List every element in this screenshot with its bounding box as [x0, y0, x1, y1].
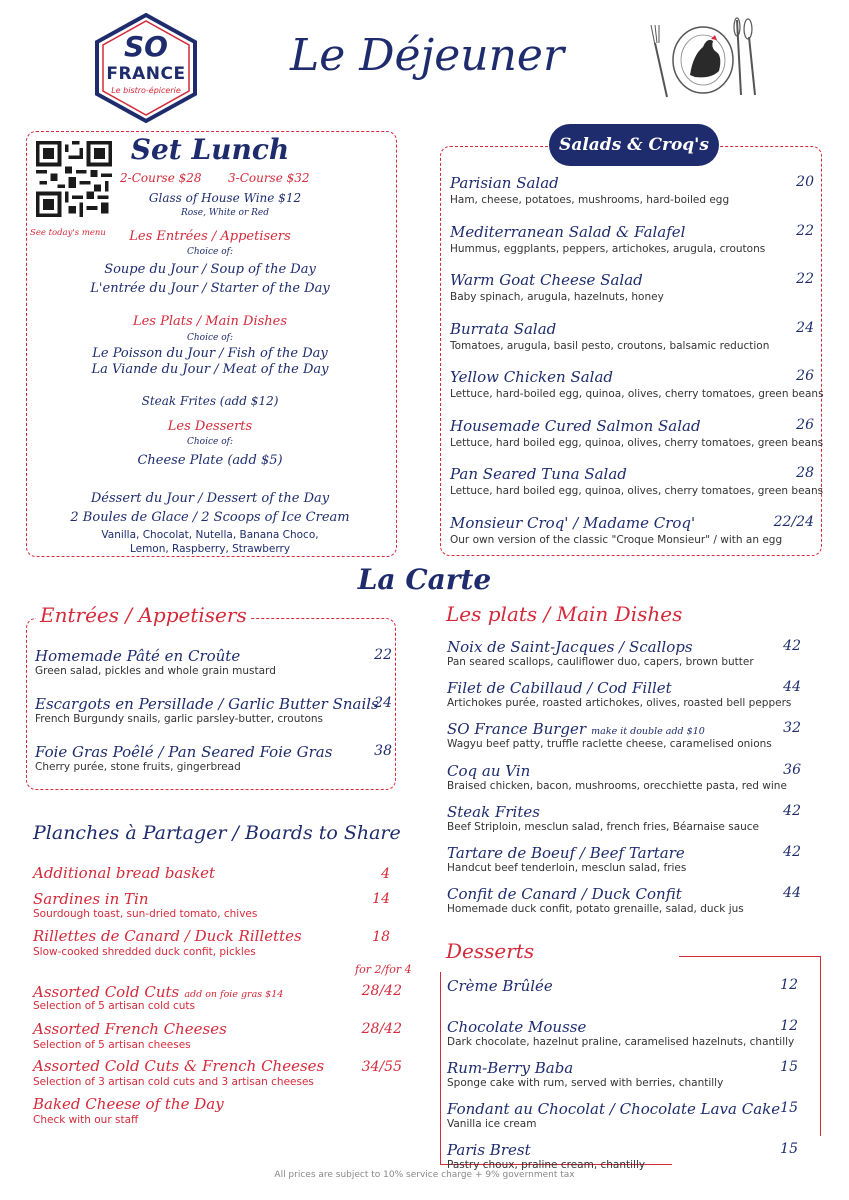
board-item-name: Additional bread basket — [33, 864, 216, 882]
menu-item-name-row — [450, 416, 701, 435]
menu-item-price: 28 — [796, 465, 814, 481]
menu-item-desc: Lettuce, hard boiled egg, quinoa, olives, cherry tomatoes, green beans — [450, 436, 824, 449]
board-item-desc: Check with our staff — [33, 1114, 139, 1126]
la-carte-title: La Carte — [357, 563, 492, 596]
menu-item-price: 26 — [796, 416, 814, 433]
menu-item-desc: Homemade duck confit, potato grenaille, salad, duck jus — [447, 903, 744, 916]
set-plat-3: Steak Frites (add $12) — [141, 394, 279, 408]
board-item-name: Assorted Cold Cuts — [33, 983, 180, 1001]
choice-of-label: Choice of: — [187, 333, 233, 343]
menu-item-price: 22 — [796, 271, 814, 287]
menu-item-price: 42 — [783, 638, 801, 654]
set-dessert-3: 2 Boules de Glace / 2 Scoops of Ice Cream — [70, 510, 350, 525]
menu-item-name: Rum-Berry Baba — [447, 1059, 574, 1077]
menu-item-name: Housemade Cured Salmon Salad — [450, 416, 701, 435]
menu-item-name-row — [35, 694, 379, 713]
menu-item-name-row — [450, 319, 556, 338]
menu-item-price: 15 — [780, 1100, 798, 1116]
menu-item-price: 38 — [374, 743, 392, 759]
menu-item-price: 20 — [796, 174, 814, 190]
menu-item-name: Filet de Cabillaud / Cod Fillet — [447, 679, 672, 698]
menu-item-desc: Baby spinach, arugula, hazelnuts, honey — [450, 291, 664, 303]
ice-cream-flavours-2: Lemon, Raspberry, Strawberry — [129, 543, 291, 555]
menu-item-price: 42 — [783, 844, 801, 860]
menu-item-price: 22 — [796, 222, 814, 239]
choice-of-label: Choice of: — [187, 247, 233, 257]
menu-item-desc: Pan seared scallops, cauliflower duo, capers, brown butter — [447, 656, 754, 668]
menu-item-name: SO France Burger — [447, 720, 587, 739]
menu-item-desc: Lettuce, hard boiled egg, quinoa, olives, cherry tomatoes, green beans — [450, 485, 824, 497]
board-item-name: Assorted French Cheeses — [33, 1020, 227, 1038]
menu-item-name-row — [447, 1017, 586, 1036]
plats-title: Les plats / Main Dishes — [446, 602, 683, 626]
set-dessert-2: Déssert du Jour / Dessert of the Day — [90, 491, 330, 506]
menu-item-name: Pan Seared Tuna Salad — [450, 465, 627, 483]
menu-item-desc: Pastry choux, praline cream, chantilly — [447, 1159, 646, 1171]
menu-item-desc: Braised chicken, bacon, mushrooms, orecchiette pasta, red wine — [447, 779, 787, 792]
menu-item-name: Tartare de Boeuf / Beef Tartare — [447, 844, 685, 862]
portion-size-label: for 2/for 4 — [355, 963, 412, 976]
board-item-price: 28/42 — [361, 1021, 402, 1037]
menu-item-desc: Cherry purée, stone fruits, gingerbread — [35, 761, 241, 773]
menu-item-name-row — [450, 173, 559, 192]
menu-item-name-row — [447, 678, 672, 697]
menu-item-name: Noix de Saint-Jacques / Scallops — [447, 638, 693, 656]
menu-item-name-row — [447, 1140, 531, 1159]
menu-item-name: Foie Gras Poêlé / Pan Seared Foie Gras — [35, 743, 333, 761]
menu-item-name: Escargots en Persillade / Garlic Butter Snails — [35, 695, 379, 713]
menu-item-name: Warm Goat Cheese Salad — [450, 271, 643, 289]
menu-item-price: 44 — [783, 885, 801, 902]
see-today-menu: See today's menu — [30, 228, 106, 238]
board-item-price: 18 — [372, 929, 390, 945]
menu-item-name-row — [447, 1058, 573, 1077]
menu-item-name: Paris Brest — [447, 1141, 531, 1159]
menu-item-price: 42 — [783, 802, 801, 819]
menu-item-name: Chocolate Mousse — [447, 1018, 587, 1036]
set-plats-heading: Les Plats / Main Dishes — [132, 314, 288, 329]
board-item-desc: Selection of 5 artisan cold cuts — [33, 1000, 196, 1012]
menu-item-name-row — [447, 843, 685, 862]
menu-item-name-row — [450, 513, 695, 532]
set-entrees-heading: Les Entrées / Appetisers — [129, 229, 291, 244]
menu-item-name-row — [447, 761, 530, 780]
house-wine: Glass of House Wine $12 — [148, 191, 302, 205]
menu-item-desc: Ham, cheese, potatoes, mushrooms, hard-boiled egg — [450, 194, 730, 206]
menu-item-desc: Wagyu beef patty, truffle raclette cheese, caramelised onions — [447, 738, 772, 751]
board-item-desc: Slow-cooked shredded duck confit, pickles — [33, 946, 256, 958]
board-item-price: 4 — [381, 866, 390, 882]
footer-note: All prices are subject to 10% service charge + 9% government tax — [274, 1170, 575, 1180]
menu-item-name-row — [447, 802, 540, 821]
menu-item-name: Monsieur Croq' / Madame Croq' — [450, 513, 696, 532]
menu-item-name-row — [450, 464, 627, 483]
set-lunch-title: Set Lunch — [130, 133, 290, 166]
menu-item-desc: Vanilla ice cream — [447, 1118, 537, 1130]
menu-item-desc: French Burgundy snails, garlic parsley-butter, croutons — [35, 713, 324, 725]
menu-item-name: Steak Frites — [447, 802, 540, 821]
menu-item-name-row — [447, 719, 705, 738]
menu-item-price: 32 — [783, 720, 801, 737]
set-dessert-1: Cheese Plate (add $5) — [137, 453, 283, 468]
menu-item-price: 24 — [374, 695, 392, 711]
menu-item-price: 12 — [780, 977, 798, 993]
menu-item-price: 22 — [374, 647, 392, 663]
menu-item-name-row — [450, 367, 613, 386]
menu-item-name-row — [35, 742, 332, 761]
page-title: Le Déjeuner — [290, 30, 564, 81]
boards-title: Planches à Partager / Boards to Share — [33, 822, 401, 844]
menu-item-name: Coq au Vin — [447, 761, 531, 780]
board-item-extra: add on foie gras $14 — [184, 989, 284, 1000]
board-item-desc: Sourdough toast, sun-dried tomato, chives — [33, 908, 258, 920]
board-item-price: 34/55 — [361, 1059, 402, 1075]
menu-item-desc: Lettuce, hard-boiled egg, quinoa, olives, cherry tomatoes, green beans — [450, 388, 824, 400]
logo-so: SO — [124, 30, 168, 63]
desserts-border-right — [820, 956, 821, 1136]
board-item-name: Sardines in Tin — [33, 890, 149, 908]
menu-item-name: Mediterranean Salad & Falafel — [450, 222, 686, 241]
menu-item-price: 22/24 — [773, 513, 814, 530]
menu-item-price: 12 — [780, 1018, 798, 1034]
menu-item-desc: Hummus, eggplants, peppers, artichokes, arugula, croutons — [450, 242, 766, 255]
board-item-name-row — [33, 982, 283, 1001]
board-item-name: Baked Cheese of the Day — [33, 1095, 224, 1113]
logo-france: FRANCE — [106, 64, 186, 84]
desserts-border-top — [679, 956, 821, 957]
menu-item-name: Yellow Chicken Salad — [450, 368, 614, 386]
menu-item-name-row — [35, 646, 240, 665]
menu-item-name-row — [450, 270, 643, 289]
menu-item-price: 36 — [783, 761, 801, 778]
house-wine-options: Rose, White or Red — [180, 208, 270, 218]
menu-item-price: 44 — [783, 679, 801, 696]
board-item-name: Rillettes de Canard / Duck Rillettes — [33, 927, 302, 945]
set-entree-1: Soupe du Jour / Soup of the Day — [104, 262, 316, 277]
menu-item-desc: Dark chocolate, hazelnut praline, caramelised hazelnuts, chantilly — [447, 1036, 795, 1048]
board-item-desc: Selection of 3 artisan cold cuts and 3 artisan cheeses — [33, 1076, 314, 1088]
menu-item-extra: make it double add $10 — [591, 726, 705, 738]
menu-item-price: 15 — [780, 1059, 798, 1075]
menu-item-name-row — [450, 222, 685, 241]
menu-item-name: Confit de Canard / Duck Confit — [447, 885, 682, 904]
menu-item-desc: Our own version of the classic "Croque Monsieur" / with an egg — [450, 533, 783, 546]
menu-item-name: Burrata Salad — [450, 319, 557, 338]
menu-item-desc: Tomatoes, arugula, basil pesto, croutons, balsamic reduction — [450, 339, 770, 352]
menu-item-name-row — [447, 884, 682, 903]
menu-item-price: 24 — [796, 319, 814, 336]
salads-croqs-title: Salads & Croq's — [549, 124, 719, 166]
rooster-plate-illustration — [645, 15, 760, 100]
two-course-price: 2-Course $28 — [120, 171, 202, 185]
menu-item-name: Fondant au Chocolat / Chocolate Lava Cake — [447, 1100, 781, 1118]
set-entree-2: L'entrée du Jour / Starter of the Day — [90, 281, 330, 296]
menu-item-name: Homemade Pâté en Croûte — [35, 647, 241, 665]
menu-item-desc: Artichokes purée, roasted artichokes, olives, roasted bell peppers — [447, 697, 792, 710]
ice-cream-flavours-1: Vanilla, Chocolat, Nutella, Banana Choco, — [101, 529, 319, 541]
desserts-border-left — [440, 972, 441, 1164]
board-item-price: 28/42 — [361, 983, 402, 999]
menu-item-price: 15 — [780, 1141, 798, 1157]
menu-item-desc: Sponge cake with rum, served with berries, chantilly — [447, 1077, 724, 1089]
board-item-desc: Selection of 5 artisan cheeses — [33, 1039, 191, 1051]
menu-item-price: 26 — [796, 368, 814, 384]
choice-of-label: Choice of: — [187, 437, 233, 447]
entrees-title: Entrées / Appetisers — [36, 603, 251, 627]
menu-item-name: Parisian Salad — [450, 174, 559, 192]
desserts-title: Desserts — [446, 939, 535, 963]
menu-item-name-row — [447, 637, 693, 656]
menu-item-name-row — [447, 976, 553, 995]
set-plat-1: Le Poisson du Jour / Fish of the Day — [92, 346, 328, 361]
set-plat-2: La Viande du Jour / Meat of the Day — [91, 362, 329, 377]
logo-tagline: Le bistro-épicerie — [111, 86, 181, 95]
board-item-price: 14 — [372, 891, 390, 907]
board-item-name: Assorted Cold Cuts & French Cheeses — [33, 1057, 325, 1075]
menu-item-desc: Handcut beef tenderloin, mesclun salad, fries — [447, 862, 687, 874]
menu-item-name-row — [447, 1099, 780, 1118]
menu-item-name: Crème Brûlée — [447, 977, 553, 995]
menu-item-desc: Beef Striploin, mesclun salad, french fries, Béarnaise sauce — [447, 820, 760, 833]
set-desserts-heading: Les Desserts — [167, 419, 253, 434]
three-course-price: 3-Course $32 — [228, 171, 310, 185]
menu-item-desc: Green salad, pickles and whole grain mustard — [35, 665, 276, 677]
